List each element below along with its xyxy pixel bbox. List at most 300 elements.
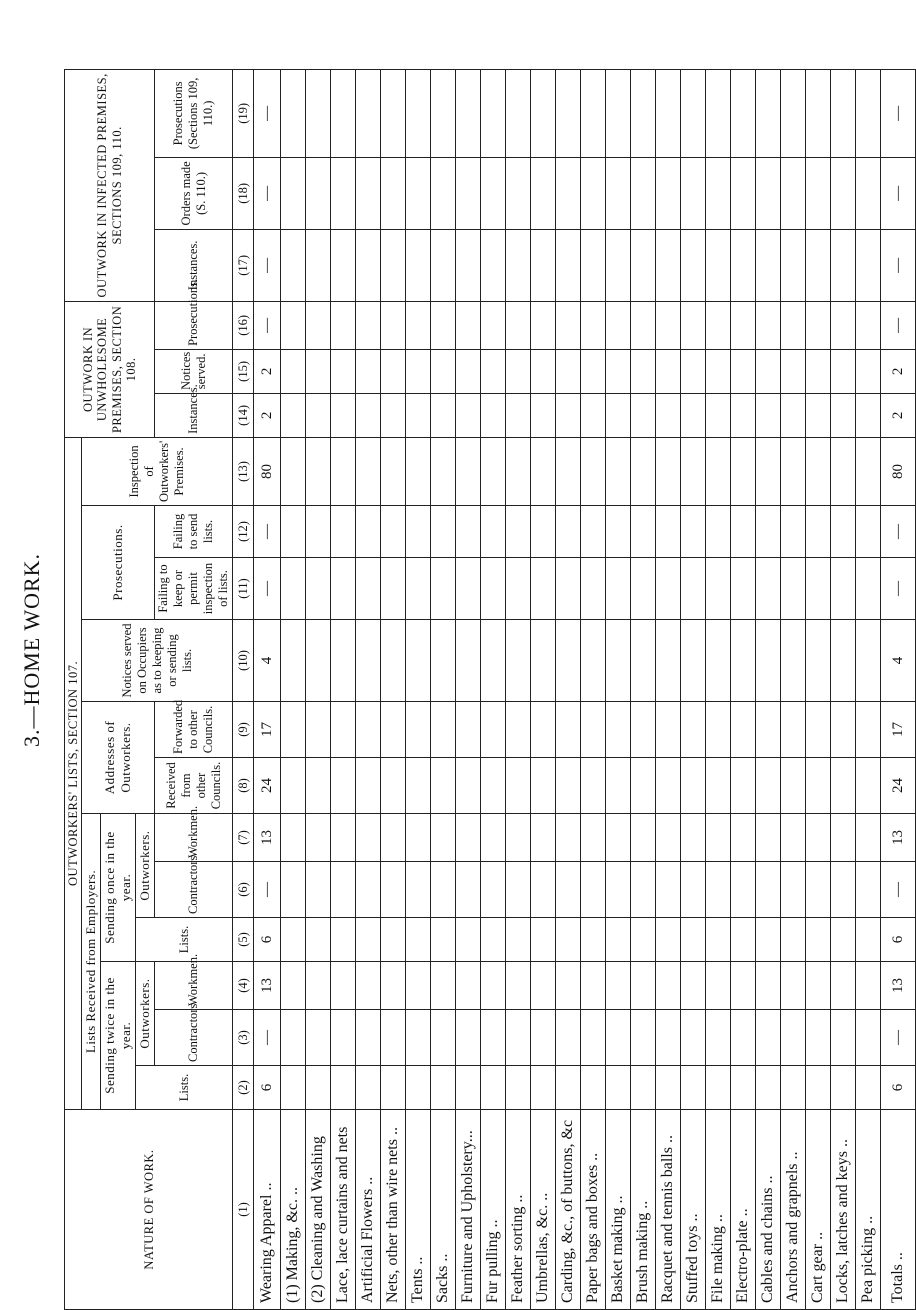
cell-col-3 — [606, 1010, 631, 1066]
col-header-13: Inspection of Outworkers' Premises. — [82, 437, 233, 505]
cell-col-4 — [506, 962, 531, 1010]
cell-col-2 — [581, 1066, 606, 1110]
cell-col-4 — [581, 962, 606, 1010]
cell-col-5 — [506, 918, 531, 962]
row-label: (2) Cleaning and Washing — [306, 1110, 331, 1310]
cell-col-2 — [656, 1066, 681, 1110]
cell-col-13 — [756, 437, 781, 505]
cell-col-18 — [456, 157, 481, 229]
cell-col-18 — [656, 157, 681, 229]
cell-col-6 — [856, 862, 881, 918]
cell-col-11 — [656, 558, 681, 620]
cell-col-15 — [756, 349, 781, 393]
cell-col-7 — [406, 814, 431, 862]
cell-col-6 — [506, 862, 531, 918]
cell-col-3 — [856, 1010, 881, 1066]
table-row — [731, 69, 756, 1309]
cell-col-14 — [281, 393, 306, 437]
cell-col-18 — [606, 157, 631, 229]
cell-col-3 — [581, 1010, 606, 1066]
cell-col-15 — [281, 349, 306, 393]
cell-col-11 — [481, 558, 506, 620]
col-header-2: Lists. — [136, 1066, 233, 1110]
page-title: 3.—HOME WORK. — [19, 552, 44, 748]
cell-col-16 — [756, 301, 781, 349]
cell-col-16 — [456, 301, 481, 349]
cell-col-11 — [581, 558, 606, 620]
cell-col-14 — [531, 393, 556, 437]
table-row — [356, 69, 381, 1309]
cell-col-2 — [456, 1066, 481, 1110]
cell-col-17 — [731, 229, 756, 301]
cell-col-17 — [356, 229, 381, 301]
cell-col-11 — [806, 558, 831, 620]
cell-col-14 — [381, 393, 406, 437]
cell-col-8 — [856, 758, 881, 814]
cell-col-4 — [456, 962, 481, 1010]
cell-col-6 — [706, 862, 731, 918]
cell-col-2 — [631, 1066, 656, 1110]
cell-col-4 — [556, 962, 581, 1010]
cell-col-12 — [356, 506, 381, 558]
table-row — [706, 69, 731, 1309]
cell-col-10 — [456, 620, 481, 702]
cell-col-5 — [331, 918, 356, 962]
cell-col-15 — [856, 349, 881, 393]
cell-col-19 — [431, 69, 456, 157]
table-row — [531, 69, 556, 1309]
row-label: File making .. — [706, 1110, 731, 1310]
cell-col-2 — [706, 1066, 731, 1110]
cell-col-9 — [781, 702, 806, 758]
cell-col-3 — [356, 1010, 381, 1066]
cell-col-3 — [806, 1010, 831, 1066]
col-header-10: Notices served on Occupiers as to keeping or sending lists. — [82, 620, 233, 702]
cell-col-9 — [681, 702, 706, 758]
cell-col-12 — [456, 506, 481, 558]
cell-col-5 — [706, 918, 731, 962]
cell-col-4 — [381, 962, 406, 1010]
cell-col-4 — [706, 962, 731, 1010]
cell-col-10 — [606, 620, 631, 702]
outworkers-lists-header: OUTWORKERS' LISTS, SECTION 107. — [65, 437, 82, 1109]
cell-col-10 — [581, 620, 606, 702]
cell-col-6: — — [254, 862, 281, 918]
col-number-9: (9) — [233, 702, 254, 758]
cell-col-5 — [456, 918, 481, 962]
row-label: Cables and chains .. — [756, 1110, 781, 1310]
cell-col-3 — [681, 1010, 706, 1066]
cell-col-11 — [856, 558, 881, 620]
table-row — [581, 69, 606, 1309]
cell-col-14 — [731, 393, 756, 437]
column-number-row — [233, 69, 254, 1309]
cell-col-7 — [431, 814, 456, 862]
cell-col-3 — [431, 1010, 456, 1066]
cell-col-4: 13 — [881, 962, 916, 1010]
cell-col-6 — [581, 862, 606, 918]
cell-col-7 — [531, 814, 556, 862]
cell-col-2 — [331, 1066, 356, 1110]
cell-col-17: — — [254, 229, 281, 301]
row-label: Electro-plate .. — [731, 1110, 756, 1310]
col-number-3: (3) — [233, 1010, 254, 1066]
cell-col-16 — [306, 301, 331, 349]
cell-col-12 — [406, 506, 431, 558]
cell-col-12 — [281, 506, 306, 558]
table-row — [254, 69, 281, 1309]
cell-col-17 — [556, 229, 581, 301]
cell-col-4 — [806, 962, 831, 1010]
cell-col-3 — [306, 1010, 331, 1066]
cell-col-4 — [306, 962, 331, 1010]
cell-col-14 — [481, 393, 506, 437]
cell-col-11: — — [881, 558, 916, 620]
cell-col-18 — [356, 157, 381, 229]
cell-col-5 — [731, 918, 756, 962]
sending-twice-header: Sending twice in the year. — [101, 962, 136, 1110]
cell-col-18 — [681, 157, 706, 229]
cell-col-11 — [606, 558, 631, 620]
table-body — [254, 69, 916, 1309]
cell-col-16 — [656, 301, 681, 349]
cell-col-13 — [381, 437, 406, 505]
cell-col-6 — [756, 862, 781, 918]
cell-col-10 — [831, 620, 856, 702]
cell-col-10 — [506, 620, 531, 702]
col-header-11: Failing to keep or permit inspection of lists. — [155, 558, 233, 620]
cell-col-5: 6 — [254, 918, 281, 962]
cell-col-17 — [431, 229, 456, 301]
cell-col-12 — [631, 506, 656, 558]
cell-col-8 — [556, 758, 581, 814]
cell-col-10 — [631, 620, 656, 702]
cell-col-18 — [406, 157, 431, 229]
cell-col-8 — [481, 758, 506, 814]
cell-col-9 — [431, 702, 456, 758]
cell-col-19 — [306, 69, 331, 157]
cell-col-4 — [856, 962, 881, 1010]
cell-col-8 — [831, 758, 856, 814]
cell-col-13 — [856, 437, 881, 505]
cell-col-17 — [381, 229, 406, 301]
cell-col-5 — [606, 918, 631, 962]
row-label: Cart gear .. — [806, 1110, 831, 1310]
cell-col-2: 6 — [881, 1066, 916, 1110]
cell-col-3 — [831, 1010, 856, 1066]
cell-col-13 — [331, 437, 356, 505]
cell-col-17: — — [881, 229, 916, 301]
cell-col-16 — [556, 301, 581, 349]
cell-col-6 — [531, 862, 556, 918]
page-header — [18, 40, 46, 1260]
infected-premises-header: OUTWORK IN INFECTED PREMISES, SECTIONS 109, 110. — [65, 69, 155, 301]
cell-col-8 — [756, 758, 781, 814]
cell-col-10 — [306, 620, 331, 702]
cell-col-3 — [506, 1010, 531, 1066]
cell-col-6 — [356, 862, 381, 918]
cell-col-6 — [781, 862, 806, 918]
cell-col-19 — [456, 69, 481, 157]
cell-col-17 — [456, 229, 481, 301]
cell-col-19: — — [254, 69, 281, 157]
cell-col-2 — [756, 1066, 781, 1110]
cell-col-11 — [456, 558, 481, 620]
cell-col-4 — [431, 962, 456, 1010]
cell-col-2 — [431, 1066, 456, 1110]
cell-col-16 — [681, 301, 706, 349]
cell-col-2 — [531, 1066, 556, 1110]
cell-col-9 — [806, 702, 831, 758]
cell-col-4 — [731, 962, 756, 1010]
nature-of-work-title: NATURE OF WORK. — [141, 1149, 156, 1270]
cell-col-5 — [406, 918, 431, 962]
cell-col-2 — [731, 1066, 756, 1110]
col-number-10: (10) — [233, 620, 254, 702]
table-row — [806, 69, 831, 1309]
row-label: Artificial Flowers .. — [356, 1110, 381, 1310]
cell-col-9 — [731, 702, 756, 758]
cell-col-17 — [481, 229, 506, 301]
cell-col-6 — [631, 862, 656, 918]
cell-col-13 — [306, 437, 331, 505]
cell-col-15 — [456, 349, 481, 393]
col-header-19: Prosecutions (Sections 109, 110.) — [155, 69, 233, 157]
cell-col-12 — [606, 506, 631, 558]
row-label: Umbrellas, &c. .. — [531, 1110, 556, 1310]
cell-col-3: — — [881, 1010, 916, 1066]
cell-col-18 — [531, 157, 556, 229]
cell-col-19 — [806, 69, 831, 157]
col-number-18: (18) — [233, 157, 254, 229]
col-number-7: (7) — [233, 814, 254, 862]
cell-col-14 — [431, 393, 456, 437]
cell-col-4 — [756, 962, 781, 1010]
cell-col-15 — [706, 349, 731, 393]
cell-col-8 — [606, 758, 631, 814]
cell-col-16 — [581, 301, 606, 349]
cell-col-15 — [381, 349, 406, 393]
cell-col-6 — [681, 862, 706, 918]
cell-col-19 — [531, 69, 556, 157]
cell-col-7 — [606, 814, 631, 862]
cell-col-14 — [706, 393, 731, 437]
cell-col-10 — [406, 620, 431, 702]
cell-col-15 — [731, 349, 756, 393]
cell-col-15 — [606, 349, 631, 393]
col-header-17: Instances. — [155, 229, 233, 301]
col-header-6: Contractors — [155, 862, 233, 918]
cell-col-6 — [406, 862, 431, 918]
cell-col-3 — [631, 1010, 656, 1066]
cell-col-10 — [656, 620, 681, 702]
cell-col-14 — [781, 393, 806, 437]
cell-col-19 — [406, 69, 431, 157]
cell-col-16 — [606, 301, 631, 349]
cell-col-18 — [506, 157, 531, 229]
cell-col-11 — [781, 558, 806, 620]
cell-col-8 — [731, 758, 756, 814]
cell-col-11 — [631, 558, 656, 620]
row-label: Carding, &c., of buttons, &c — [556, 1110, 581, 1310]
cell-col-17 — [606, 229, 631, 301]
cell-col-16 — [356, 301, 381, 349]
cell-col-19 — [506, 69, 531, 157]
cell-col-7 — [681, 814, 706, 862]
row-label: (1) Making, &c. .. — [281, 1110, 306, 1310]
cell-col-11 — [731, 558, 756, 620]
cell-col-13: 80 — [254, 437, 281, 505]
cell-col-15 — [556, 349, 581, 393]
cell-col-3 — [481, 1010, 506, 1066]
cell-col-8 — [581, 758, 606, 814]
cell-col-2 — [281, 1066, 306, 1110]
cell-col-13 — [556, 437, 581, 505]
cell-col-7 — [381, 814, 406, 862]
cell-col-7: 13 — [881, 814, 916, 862]
table-row — [631, 69, 656, 1309]
cell-col-15 — [631, 349, 656, 393]
cell-col-7 — [306, 814, 331, 862]
cell-col-2 — [606, 1066, 631, 1110]
row-label: Stuffed toys .. — [681, 1110, 706, 1310]
col-header-3: Contractors — [155, 1010, 233, 1066]
row-label: Paper bags and boxes .. — [581, 1110, 606, 1310]
cell-col-15 — [306, 349, 331, 393]
cell-col-17 — [681, 229, 706, 301]
cell-col-7 — [731, 814, 756, 862]
row-label: Furniture and Upholstery... — [456, 1110, 481, 1310]
row-label: Racquet and tennis balls .. — [656, 1110, 681, 1310]
cell-col-15 — [356, 349, 381, 393]
cell-col-9 — [481, 702, 506, 758]
cell-col-7 — [706, 814, 731, 862]
cell-col-3 — [456, 1010, 481, 1066]
col-header-7: Workmen. — [155, 814, 233, 862]
cell-col-10 — [806, 620, 831, 702]
col-number-8: (8) — [233, 758, 254, 814]
col-number-4: (4) — [233, 962, 254, 1010]
cell-col-2 — [681, 1066, 706, 1110]
cell-col-8: 24 — [254, 758, 281, 814]
table-row — [831, 69, 856, 1309]
cell-col-9 — [706, 702, 731, 758]
cell-col-5 — [831, 918, 856, 962]
cell-col-15 — [831, 349, 856, 393]
cell-col-10 — [706, 620, 731, 702]
cell-col-2 — [506, 1066, 531, 1110]
table-row — [756, 69, 781, 1309]
row-label: Pea picking .. — [856, 1110, 881, 1310]
cell-col-18: — — [254, 157, 281, 229]
cell-col-10 — [281, 620, 306, 702]
cell-col-2 — [831, 1066, 856, 1110]
cell-col-7 — [831, 814, 856, 862]
cell-col-3 — [406, 1010, 431, 1066]
cell-col-16: — — [881, 301, 916, 349]
cell-col-13 — [431, 437, 456, 505]
cell-col-9: 17 — [881, 702, 916, 758]
cell-col-6 — [456, 862, 481, 918]
cell-col-13 — [831, 437, 856, 505]
cell-col-11 — [681, 558, 706, 620]
cell-col-12 — [856, 506, 881, 558]
cell-col-12 — [731, 506, 756, 558]
table-row — [606, 69, 631, 1309]
totals-row — [881, 69, 916, 1309]
cell-col-15 — [506, 349, 531, 393]
cell-col-17 — [506, 229, 531, 301]
cell-col-18 — [781, 157, 806, 229]
cell-col-10 — [781, 620, 806, 702]
cell-col-11 — [706, 558, 731, 620]
cell-col-4 — [831, 962, 856, 1010]
cell-col-4 — [681, 962, 706, 1010]
cell-col-16 — [806, 301, 831, 349]
cell-col-18 — [281, 157, 306, 229]
cell-col-14 — [506, 393, 531, 437]
sending-once-header: Sending once in the year. — [101, 814, 136, 962]
col-number-15: (15) — [233, 349, 254, 393]
cell-col-18 — [381, 157, 406, 229]
cell-col-15 — [406, 349, 431, 393]
cell-col-16 — [781, 301, 806, 349]
cell-col-8 — [331, 758, 356, 814]
cell-col-19 — [656, 69, 681, 157]
cell-col-5 — [581, 918, 606, 962]
cell-col-18 — [431, 157, 456, 229]
cell-col-16 — [381, 301, 406, 349]
row-label: Nets, other than wire nets .. — [381, 1110, 406, 1310]
col-number-11: (11) — [233, 558, 254, 620]
cell-col-14 — [856, 393, 881, 437]
cell-col-9 — [631, 702, 656, 758]
col-header-16: Prosecutions. — [155, 301, 233, 349]
cell-col-19 — [856, 69, 881, 157]
cell-col-9 — [581, 702, 606, 758]
row-label: Lace, lace curtains and nets — [331, 1110, 356, 1310]
cell-col-9 — [331, 702, 356, 758]
cell-col-12 — [306, 506, 331, 558]
cell-col-9 — [831, 702, 856, 758]
cell-col-6 — [281, 862, 306, 918]
cell-col-12 — [706, 506, 731, 558]
outworkers-twice-header: Outworkers. — [136, 962, 155, 1066]
cell-col-6 — [656, 862, 681, 918]
cell-col-13 — [531, 437, 556, 505]
cell-col-12 — [781, 506, 806, 558]
cell-col-15 — [806, 349, 831, 393]
cell-col-12 — [756, 506, 781, 558]
cell-col-9 — [506, 702, 531, 758]
cell-col-10 — [531, 620, 556, 702]
cell-col-19 — [606, 69, 631, 157]
cell-col-4 — [281, 962, 306, 1010]
cell-col-7 — [331, 814, 356, 862]
cell-col-12 — [556, 506, 581, 558]
cell-col-17 — [331, 229, 356, 301]
cell-col-8 — [306, 758, 331, 814]
col-header-12: Failing to send lists. — [155, 506, 233, 558]
cell-col-5 — [781, 918, 806, 962]
cell-col-17 — [281, 229, 306, 301]
cell-col-7 — [481, 814, 506, 862]
table-row — [781, 69, 806, 1309]
cell-col-5 — [756, 918, 781, 962]
cell-col-8 — [656, 758, 681, 814]
cell-col-5 — [856, 918, 881, 962]
table-row — [281, 69, 306, 1309]
